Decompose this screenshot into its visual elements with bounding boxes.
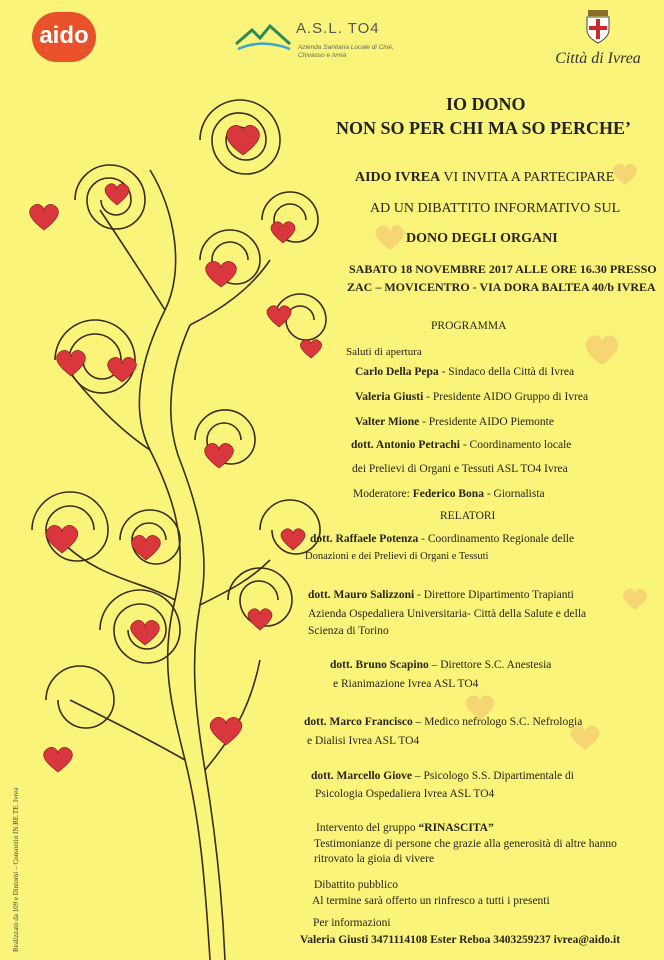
gruppo-line-3: ritrovato la gioia di vivere: [314, 853, 435, 865]
invite-line-1: AIDO IVREA VI INVITA A PARTECIPARE: [355, 170, 615, 185]
city-crest-icon: [584, 10, 612, 44]
relatore-row: dott. Marcello Giove – Psicologo S.S. Dipartimentale di: [311, 770, 574, 782]
speaker-row: Valter Mione - Presidente AIDO Piemonte: [355, 416, 554, 428]
relatore-row-continued: e Dialisi Ivrea ASL TO4: [307, 735, 420, 747]
saluti-heading: Saluti di apertura: [346, 346, 422, 358]
relatori-heading: RELATORI: [440, 510, 496, 522]
asl-subtitle: Azienda Sanitaria Locale di Cirié, Chivasso e Ivrea: [298, 44, 394, 59]
asl-to4-logo: [234, 16, 404, 68]
citta-di-ivrea-logo: [548, 10, 648, 72]
moderator-row: Moderatore: Federico Bona - Giornalista: [353, 488, 545, 500]
gruppo-line-1: Intervento del gruppo “RINASCITA”: [316, 822, 494, 834]
info-heading: Per informazioni: [313, 917, 391, 929]
asl-name: A.S.L. TO4: [296, 20, 380, 37]
aido-logo: aido: [32, 12, 96, 62]
relatore-row: dott. Raffaele Potenza - Coordinamento Regionale delle: [310, 533, 575, 545]
invite-topic: DONO DEGLI ORGANI: [406, 231, 558, 246]
event-place: ZAC – MOVICENTRO - VIA DORA BALTEA 40/b IVREA: [347, 280, 656, 294]
relatore-row-continued: Psicologia Ospedaliera Ivrea ASL TO4: [315, 788, 495, 800]
title-line-1: IO DONO: [446, 94, 526, 114]
speaker-row: dott. Antonio Petrachi - Coordinamento locale: [351, 439, 572, 451]
relatore-row: dott. Mauro Salizzoni - Direttore Dipartimento Trapianti: [308, 589, 574, 601]
relatore-row-continued: e Rianimazione Ivrea ASL TO4: [333, 678, 479, 690]
relatore-row: dott. Marco Francisco – Medico nefrologo S.C. Nefrologia: [304, 716, 583, 728]
printer-credit: Realizzato da 109 e Dintorni – Consorzio IN.RE.TE. Ivrea: [12, 787, 20, 952]
event-date: SABATO 18 NOVEMBRE 2017 ALLE ORE 16.30 PRESSO: [349, 262, 657, 276]
title-line-2: NON SO PER CHI MA SO PERCHE’: [336, 118, 632, 138]
relatore-row-continued: Scienza di Torino: [308, 625, 389, 637]
relatore-row-continued: Azienda Ospedaliera Universitaria- Città della Salute e della: [308, 608, 587, 620]
programma-heading: PROGRAMMA: [431, 320, 507, 332]
heart-tree-illustration: [0, 60, 340, 960]
relatore-row: dott. Bruno Scapino – Direttore S.C. Anestesia: [330, 659, 552, 671]
dibattito-line-2: Al termine sarà offerto un rinfresco a tutti i presenti: [312, 895, 550, 907]
speaker-row-continued: dei Prelievi di Organi e Tessuti ASL TO4 Ivrea: [352, 463, 568, 475]
asl-mountains-icon: [234, 22, 292, 52]
gruppo-line-2: Testimonianze di persone che grazie alla generosità di altre hanno: [314, 838, 617, 850]
info-contacts: Valeria Giusti 3471114108 Ester Reboa 3403259237 ivrea@aido.it: [300, 934, 621, 946]
citta-di-ivrea-name: Città di Ivrea: [555, 50, 641, 67]
speaker-row: Carlo Della Pepa - Sindaco della Città di Ivrea: [355, 366, 575, 378]
invite-line-2: AD UN DIBATTITO INFORMATIVO SUL: [370, 201, 621, 216]
speaker-row: Valeria Giusti - Presidente AIDO Gruppo di Ivrea: [355, 391, 589, 403]
dibattito-line-1: Dibattito pubblico: [314, 879, 399, 891]
relatore-row-continued: Donazioni e dei Prelievi di Organi e Tessuti: [305, 551, 489, 562]
